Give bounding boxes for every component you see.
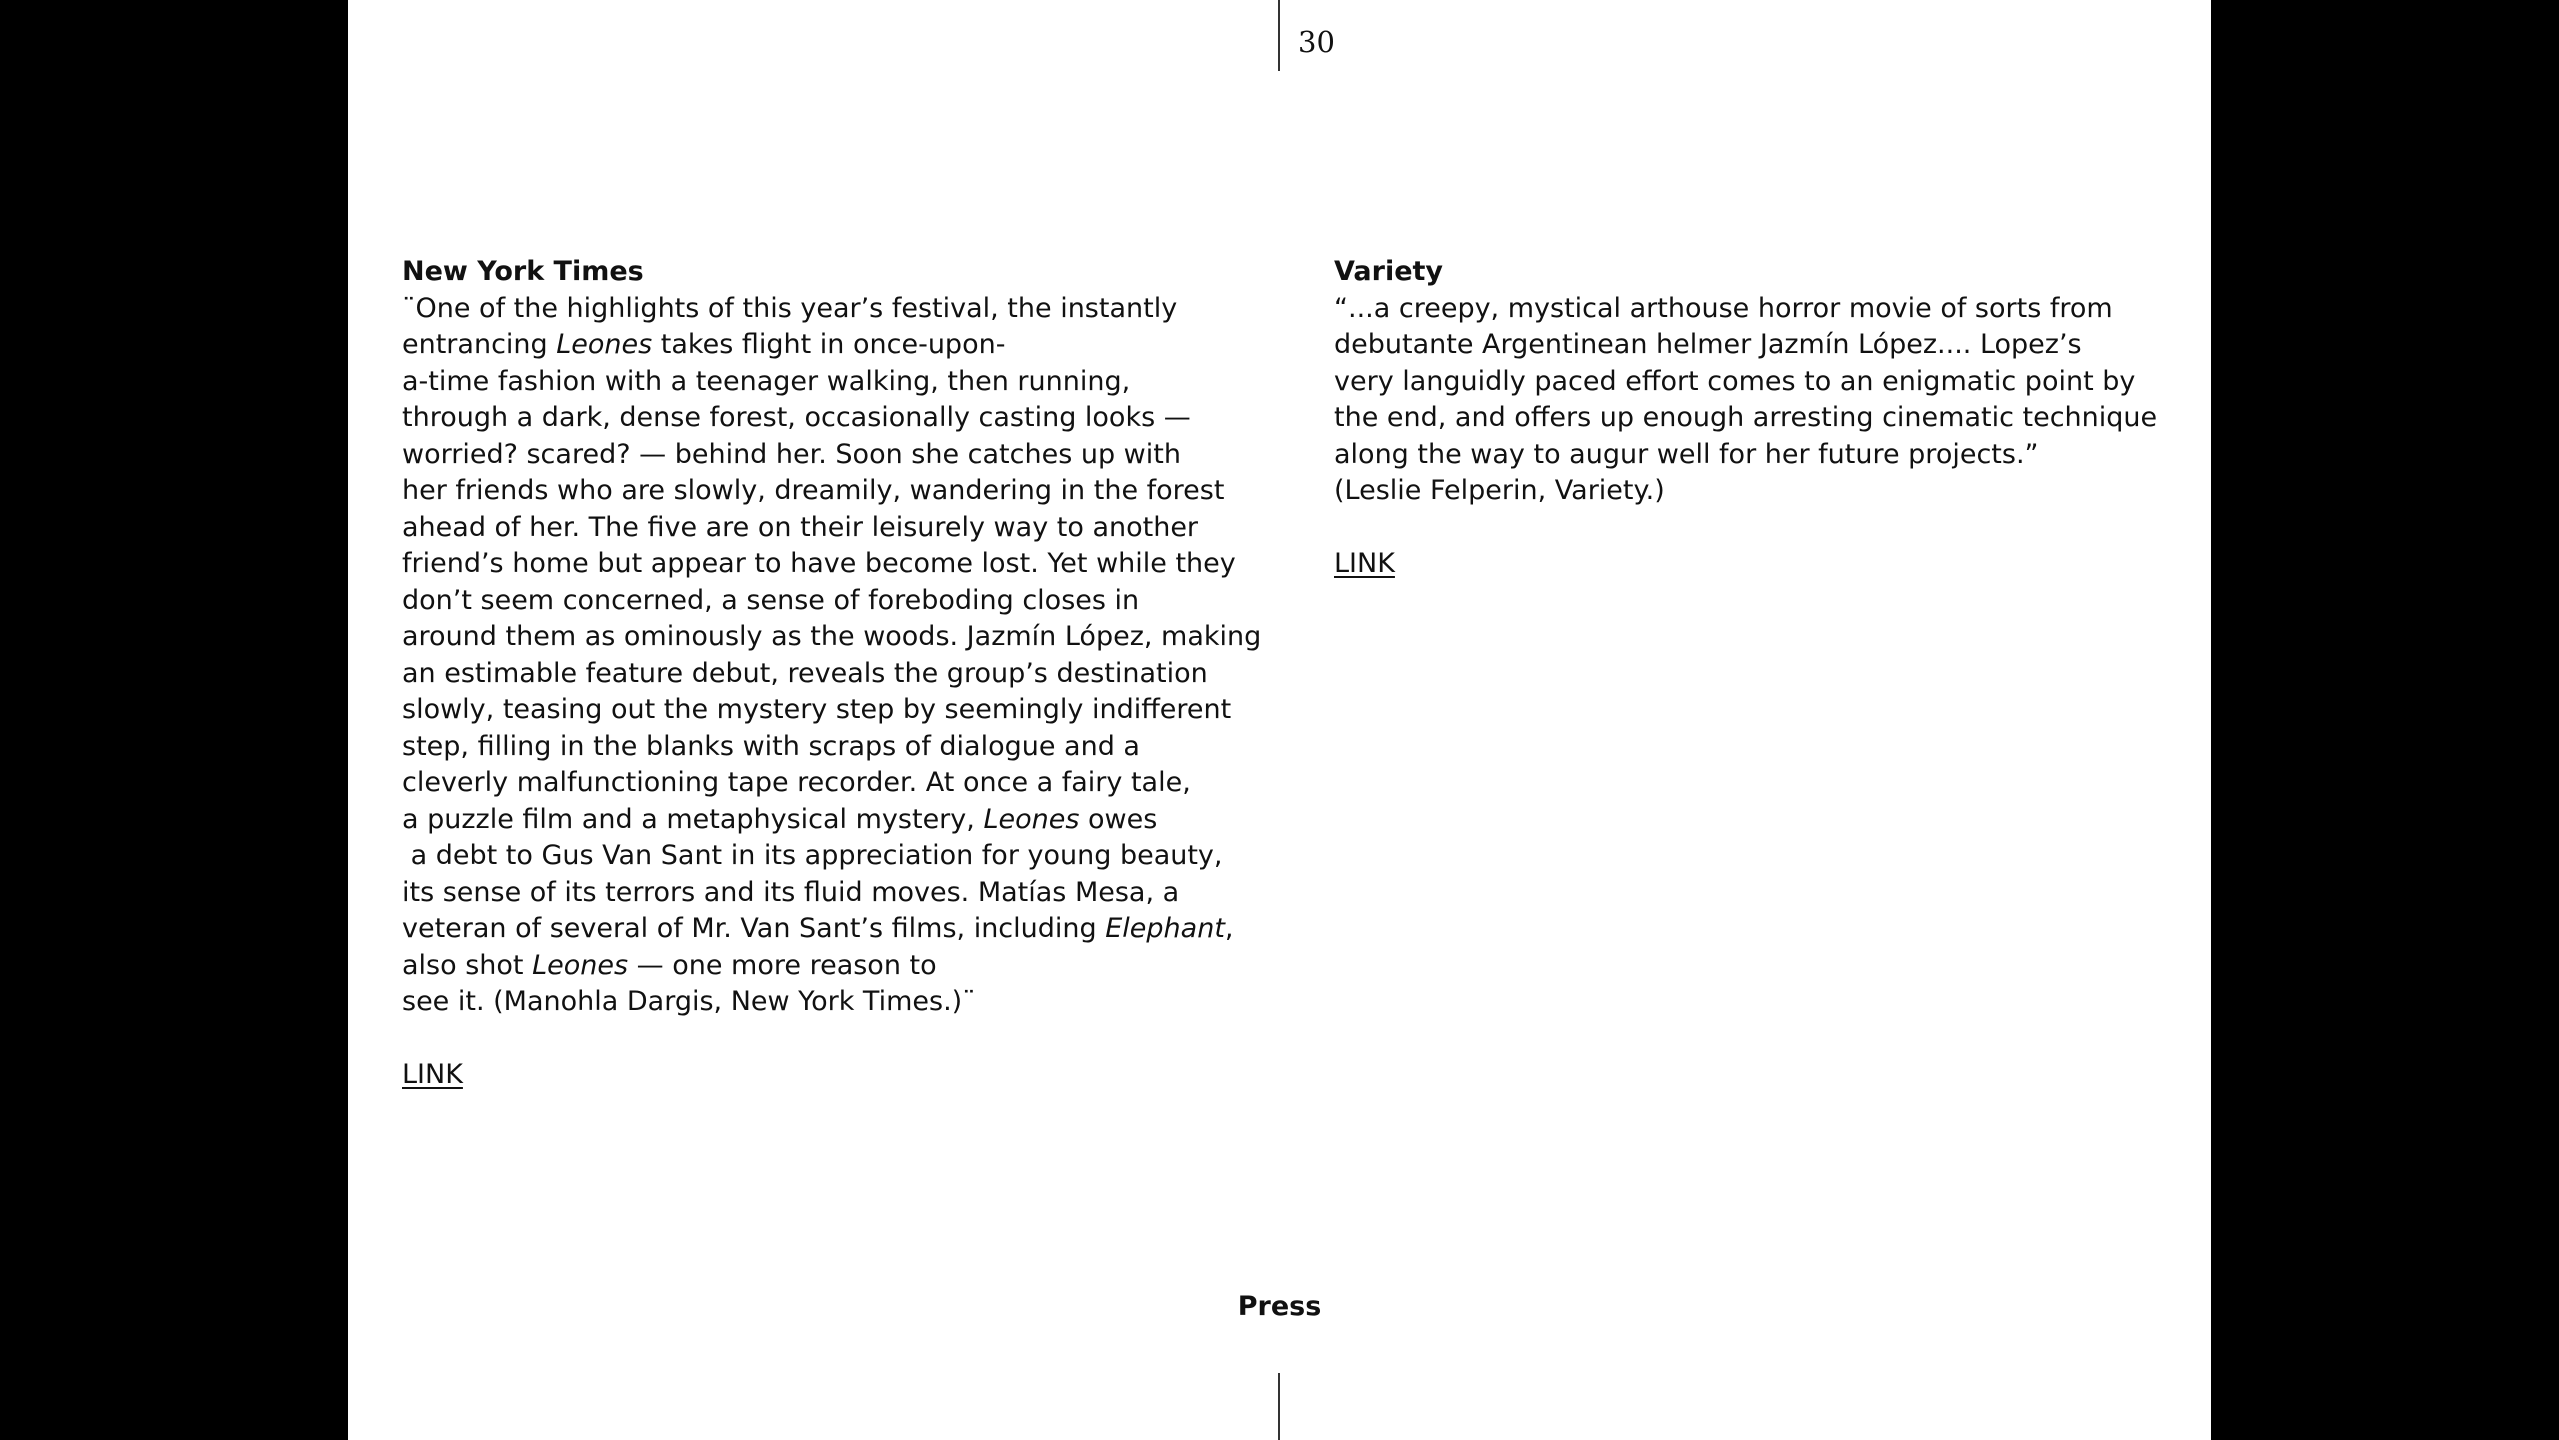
quote-text: owes bbox=[1079, 803, 1158, 835]
quote-text: its sense of its terrors and its fluid moves. Matías Mesa, a bbox=[402, 876, 1180, 908]
quote-text: ahead of her. The five are on their leisurely way to another bbox=[402, 511, 1199, 543]
quote-text: around them as ominously as the woods. Jazmín López, making bbox=[402, 621, 1262, 652]
page-number: 30 bbox=[1298, 25, 1335, 59]
document-page bbox=[348, 0, 2211, 1440]
quote-text: through a dark, dense forest, occasionally casting looks — bbox=[402, 402, 1191, 433]
quote-text: very languidly paced effort comes to an enigmatic point by bbox=[1334, 365, 2136, 397]
quote-text: veteran of several of Mr. Van Sant’s films, including bbox=[402, 913, 1106, 944]
quote-line bbox=[402, 692, 1252, 729]
quote-text: debutante Argentinean helmer Jazmín López.... Lopez’s bbox=[1334, 329, 2082, 360]
quote-text: (Leslie Felperin, Variety.) bbox=[1334, 475, 1665, 506]
quote-line bbox=[402, 583, 1252, 620]
review-link[interactable]: LINK bbox=[1334, 548, 1395, 579]
quote-text: step, filling in the blanks with scraps of dialogue and a bbox=[402, 730, 1140, 762]
quote-text: friend’s home but appear to have become lost. Yet while they bbox=[402, 548, 1236, 579]
quote-line bbox=[1334, 437, 2184, 474]
quote-line bbox=[402, 437, 1252, 474]
quote-text: , bbox=[1224, 913, 1234, 944]
quote-text: — one more reason to bbox=[628, 949, 937, 981]
quote-line bbox=[402, 984, 1252, 1021]
quote-line bbox=[1334, 473, 2184, 510]
quote-line bbox=[402, 546, 1252, 583]
film-title: Leones bbox=[556, 329, 653, 360]
quote-text: worried? scared? — behind her. Soon she catches up with bbox=[402, 438, 1181, 470]
quote-text: a puzzle film and a metaphysical mystery, bbox=[402, 803, 984, 835]
review-quote bbox=[402, 291, 1262, 1021]
quote-text: entrancing bbox=[402, 329, 557, 360]
quote-text: ¨One of the highlights of this year’s festival, the instantly bbox=[402, 292, 1178, 324]
quote-text: along the way to augur well for her future projects.” bbox=[1334, 438, 2039, 470]
quote-line bbox=[1334, 364, 2184, 401]
quote-line bbox=[402, 656, 1252, 693]
quote-line bbox=[402, 364, 1252, 401]
quote-line bbox=[402, 729, 1252, 766]
quote-text: a-time fashion with a teenager walking, then running, bbox=[402, 365, 1131, 397]
quote-line bbox=[402, 510, 1252, 547]
quote-text: also shot bbox=[402, 949, 533, 981]
quote-line bbox=[402, 911, 1252, 948]
quote-line bbox=[402, 473, 1252, 510]
review-variety bbox=[1334, 254, 2184, 583]
film-title: Leones bbox=[532, 949, 629, 981]
quote-text: her friends who are slowly, dreamily, wandering in the forest bbox=[402, 475, 1225, 506]
review-quote bbox=[1334, 291, 2184, 510]
quote-text: the end, and offers up enough arresting cinematic technique bbox=[1334, 402, 2158, 433]
quote-text: don’t seem concerned, a sense of foreboding closes in bbox=[402, 584, 1140, 616]
quote-line bbox=[402, 291, 1252, 328]
quote-line bbox=[402, 802, 1252, 839]
quote-line bbox=[402, 875, 1252, 912]
quote-text: a debt to Gus Van Sant in its appreciation for young beauty, bbox=[402, 840, 1223, 871]
review-source-title: Variety bbox=[1334, 256, 1444, 287]
quote-line bbox=[402, 327, 1252, 364]
quote-line bbox=[402, 619, 1262, 656]
quote-text: takes flight in once-upon- bbox=[652, 329, 1006, 360]
quote-text: slowly, teasing out the mystery step by seemingly indifferent bbox=[402, 694, 1232, 725]
film-title: Elephant bbox=[1105, 913, 1225, 944]
quote-line bbox=[402, 948, 1252, 985]
quote-text: an estimable feature debut, reveals the group’s destination bbox=[402, 657, 1208, 689]
quote-line bbox=[1334, 400, 2184, 437]
quote-text: see it. (Manohla Dargis, New York Times.)¨ bbox=[402, 986, 976, 1017]
review-source-title: New York Times bbox=[402, 256, 644, 287]
quote-text: “...a creepy, mystical arthouse horror movie of sorts from bbox=[1334, 292, 2113, 324]
section-label: Press bbox=[1237, 1291, 1322, 1322]
quote-line bbox=[1334, 291, 2184, 328]
center-divider-bottom bbox=[1278, 1373, 1280, 1440]
quote-line bbox=[402, 400, 1252, 437]
quote-text: cleverly malfunctioning tape recorder. At once a fairy tale, bbox=[402, 767, 1191, 798]
quote-line bbox=[402, 838, 1252, 875]
center-divider-top bbox=[1278, 0, 1280, 71]
quote-line bbox=[1334, 327, 2184, 364]
quote-line bbox=[402, 765, 1252, 802]
film-title: Leones bbox=[983, 803, 1080, 835]
review-link[interactable]: LINK bbox=[402, 1059, 463, 1090]
review-new-york-times bbox=[402, 254, 1262, 1094]
